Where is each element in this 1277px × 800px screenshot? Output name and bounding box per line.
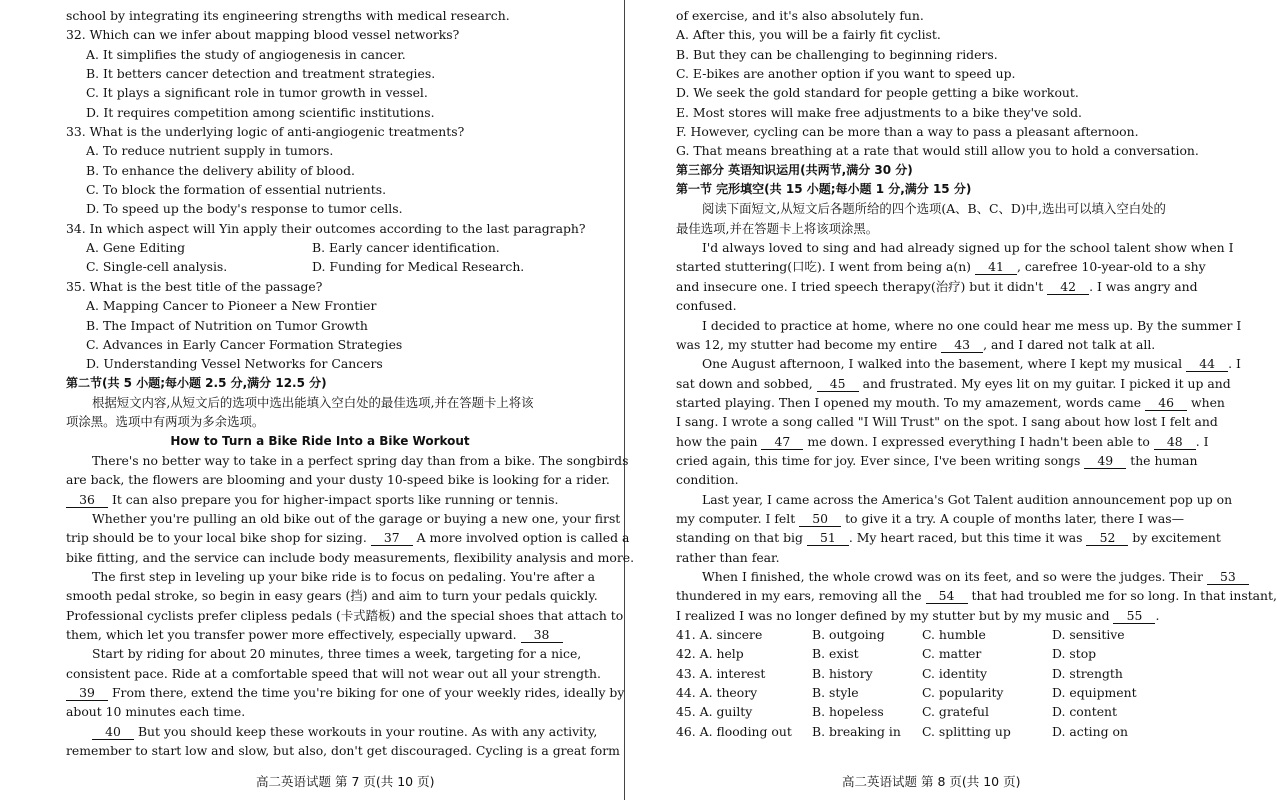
text-segment: cried again, this time for joy. Ever since, I've been writing songs — [676, 452, 1085, 468]
page-footer-right: 高二英语试题 第 8 页(共 10 页) — [842, 774, 1021, 789]
text-line — [676, 606, 1184, 625]
text-line — [676, 586, 1277, 605]
text-line — [676, 277, 1198, 296]
cloze-options — [676, 625, 1184, 741]
text-line: 32. Which can we infer about mapping blood vessel networks? — [66, 27, 460, 43]
text-segment: them, which let you transfer power more effectively, especially upward. — [66, 627, 521, 642]
text-segment: But you should keep these workouts in your routine. As with any activity, — [134, 723, 598, 739]
option: 46. A. flooding out — [676, 723, 792, 739]
option: C. humble — [922, 627, 986, 642]
option: 41. A. sincere — [676, 627, 763, 642]
option: D. acting on — [1052, 723, 1128, 739]
text-line — [676, 316, 1242, 335]
text-line — [66, 451, 629, 470]
text-line — [66, 702, 574, 721]
option: 45. A. guilty — [676, 704, 753, 720]
text-segment: Whether you're pulling an old bike out of the garage or buying a new one, your first — [92, 510, 621, 526]
option: C. popularity — [922, 685, 1004, 701]
option: 42. A. help — [676, 646, 744, 662]
text-line — [66, 741, 620, 760]
text-line: A. To reduce nutrient supply in tumors. — [86, 143, 334, 159]
text-line — [66, 528, 630, 547]
text-line — [676, 335, 1184, 354]
text-line: G. That means breathing at a rate that would still allow you to hold a conversation. — [676, 143, 1199, 159]
blank-number: 42 — [1047, 280, 1089, 295]
text-segment: There's no better way to take in a perfect spring day than from a bike. The songbirds — [92, 452, 629, 468]
text-segment: . My heart raced, but this time it was — [848, 530, 1087, 546]
text-segment: From there, extend the time you're biking for one of your weekly rides, ideally by — [108, 685, 625, 701]
option: B. exist — [812, 646, 859, 662]
option: B. style — [812, 685, 859, 701]
text-line — [676, 490, 1233, 509]
left-page — [66, 6, 635, 760]
option: C. matter — [922, 646, 982, 662]
text-line — [676, 354, 1241, 373]
text-segment: about 10 minutes each time. — [66, 704, 246, 720]
option-row — [676, 722, 1184, 741]
section-heading: 第二节(共 5 小题;每小题 2.5 分,满分 12.5 分) — [66, 375, 327, 390]
text-segment: that had troubled me for so long. In that instant, — [967, 588, 1277, 604]
section-heading: 第一节 完形填空(共 15 小题;每小题 1 分,满分 15 分) — [676, 182, 972, 197]
option: B. The Impact of Nutrition on Tumor Growth — [86, 317, 368, 333]
text-line — [676, 257, 1206, 276]
text-segment: One August afternoon, I walked into the basement, where I kept my musical — [702, 356, 1187, 372]
text-segment: I decided to practice at home, where no one could hear me mess up. By the summer I — [702, 317, 1242, 333]
option: B. breaking in — [812, 723, 901, 739]
text-line: B. To enhance the delivery ability of blood. — [86, 162, 355, 178]
text-line: D. It requires competition among scientific institutions. — [86, 104, 435, 120]
text-segment: my computer. I felt — [676, 510, 800, 526]
option: B. Early cancer identification. — [312, 240, 500, 256]
text-line: D. To speed up the body's response to tumor cells. — [86, 201, 403, 217]
text-segment: Professional cyclists prefer clipless pedals (卡式踏板) and the special shoes that attach to — [66, 607, 624, 623]
blank-number: 53 — [1207, 570, 1249, 585]
text-line — [66, 490, 574, 509]
section-instructions: 根据短文内容,从短文后的选项中选出能填入空白处的最佳选项,并在答题卡上将该 — [92, 394, 534, 410]
blank-number: 51 — [807, 531, 849, 546]
text-segment: standing on that big — [676, 530, 807, 546]
text-segment: trip should be to your local bike shop for sizing. — [66, 530, 371, 546]
text-line: D. We seek the gold standard for people getting a bike workout. — [676, 85, 1079, 101]
option: 44. A. theory — [676, 685, 758, 701]
option: D. strength — [1052, 665, 1123, 681]
text-line — [676, 548, 1184, 567]
option-row — [676, 644, 1184, 663]
question-35-stem: 35. What is the best title of the passage? — [66, 278, 323, 294]
question-34-options-row2 — [66, 257, 574, 276]
text-line: school by integrating its engineering strengths with medical research. — [66, 8, 510, 23]
text-line — [66, 548, 635, 567]
text-line — [66, 567, 595, 586]
option: C. Single-cell analysis. — [86, 259, 228, 275]
text-line — [676, 432, 1209, 451]
text-segment: . I was angry and — [1089, 278, 1198, 294]
text-segment: . — [1155, 607, 1160, 623]
text-segment: . I — [1228, 356, 1241, 372]
page-footer-left: 高二英语试题 第 7 页(共 10 页) — [256, 774, 435, 789]
text-line: E. Most stores will make free adjustments to a bike they've sold. — [676, 104, 1082, 120]
blank-number: 36 — [66, 493, 108, 508]
text-segment: I realized I was no longer defined by my stutter but by my music and — [676, 607, 1114, 623]
text-line — [66, 606, 624, 625]
text-segment: are back, the flowers are blooming and your dusty 10-speed bike is looking for a rider. — [66, 472, 610, 488]
blank-number: 46 — [1145, 396, 1187, 411]
blank-number: 43 — [941, 338, 983, 353]
blank-number: 50 — [799, 512, 841, 527]
text-segment: and frustrated. My eyes lit on my guitar. I picked it up and — [858, 375, 1231, 391]
page-divider — [624, 0, 625, 800]
option: D. sensitive — [1052, 627, 1125, 642]
text-segment: The first step in leveling up your bike ride is to focus on pedaling. You're after a — [92, 568, 595, 584]
text-segment: started stuttering(口吃). I went from being a(n) — [676, 259, 975, 275]
text-line — [66, 509, 621, 528]
passage-options — [676, 6, 1199, 161]
text-line — [66, 586, 598, 605]
text-segment: confused. — [676, 298, 737, 314]
text-line: 33. What is the underlying logic of anti-angiogenic treatments? — [66, 124, 465, 140]
blank-number: 54 — [926, 589, 968, 604]
text-segment: , and I dared not talk at all. — [983, 336, 1156, 352]
blank-number: 48 — [1154, 435, 1196, 450]
text-segment: I sang. I wrote a song called "I Will Trust" on the spot. I sang about how lost I felt and — [676, 414, 1218, 430]
text-line — [676, 470, 1184, 489]
text-line — [66, 664, 601, 683]
text-line: A. It simplifies the study of angiogenesis in cancer. — [86, 46, 406, 62]
option: D. stop — [1052, 646, 1097, 662]
section-instructions: 阅读下面短文,从短文后各题所给的四个选项(A、B、C、D)中,选出可以填入空白处的 — [702, 201, 1166, 217]
text-line — [676, 393, 1225, 412]
option: D. content — [1052, 704, 1118, 720]
text-line — [676, 451, 1198, 470]
option: D. equipment — [1052, 685, 1137, 701]
text-segment: Last year, I came across the America's Got Talent audition announcement pop up on — [702, 491, 1233, 507]
option: C. splitting up — [922, 723, 1011, 739]
text-segment: smooth pedal stroke, so begin in easy gears (挡) and aim to turn your pedals quickly. — [66, 588, 598, 604]
text-line: C. It plays a significant role in tumor growth in vessel. — [86, 85, 428, 101]
text-segment: condition. — [676, 472, 739, 488]
blank-number: 41 — [975, 260, 1017, 275]
text-segment: bike fitting, and the service can include body measurements, flexibility analysis and more. — [66, 549, 635, 565]
blank-number: 40 — [92, 725, 134, 740]
reading-questions-32-33 — [66, 6, 574, 219]
text-segment: the human — [1126, 452, 1198, 468]
text-segment: started playing. Then I opened my mouth. To my amazement, words came — [676, 394, 1146, 410]
blank-number: 44 — [1186, 357, 1228, 372]
text-line: C. E-bikes are another option if you want to speed up. — [676, 66, 1016, 82]
text-line — [676, 238, 1234, 257]
option: C. identity — [922, 665, 988, 681]
text-line — [676, 509, 1184, 528]
text-segment: was 12, my stutter had become my entire — [676, 336, 942, 352]
text-line — [676, 528, 1221, 547]
text-segment: , carefree 10-year-old to a shy — [1016, 259, 1206, 275]
option-row — [676, 625, 1184, 644]
text-segment: It can also prepare you for higher-impact sports like running or tennis. — [108, 491, 559, 507]
text-segment: When I finished, the whole crowd was on its feet, and so were the judges. Their — [702, 568, 1207, 584]
text-segment: me down. I expressed everything I hadn't been able to — [803, 433, 1154, 449]
text-segment: how the pain — [676, 433, 762, 449]
text-segment: sat down and sobbed, — [676, 375, 817, 391]
text-line: A. After this, you will be a fairly fit cyclist. — [676, 27, 941, 43]
question-34-stem: 34. In which aspect will Yin apply their outcomes according to the last paragraph? — [66, 220, 586, 236]
option-row — [676, 683, 1184, 702]
text-line — [66, 722, 598, 741]
text-line — [66, 470, 610, 489]
passage-title: How to Turn a Bike Ride Into a Bike Workout — [170, 433, 470, 448]
text-segment: consistent pace. Ride at a comfortable speed that will not wear out all your strength. — [66, 665, 601, 681]
text-segment: by excitement — [1128, 530, 1221, 546]
text-line: F. However, cycling can be more than a way to pass a pleasant afternoon. — [676, 124, 1139, 140]
text-segment: I'd always loved to sing and had already signed up for the school talent show when I — [702, 240, 1234, 256]
text-line — [66, 625, 574, 644]
section-instructions: 最佳选项,并在答题卡上将该项涂黑。 — [676, 220, 879, 236]
text-segment: rather than fear. — [676, 549, 780, 565]
cloze-passage — [676, 238, 1277, 625]
text-line — [676, 412, 1218, 431]
option: B. outgoing — [812, 627, 885, 642]
blank-number: 47 — [761, 435, 803, 450]
text-segment: Start by riding for about 20 minutes, three times a week, targeting for a nice, — [92, 646, 582, 662]
blank-number: 49 — [1084, 454, 1126, 469]
blank-number: 52 — [1086, 531, 1128, 546]
text-segment: thundered in my ears, removing all the — [676, 588, 926, 604]
option: B. history — [812, 665, 873, 681]
text-line — [676, 567, 1236, 586]
blank-number: 37 — [371, 531, 413, 546]
text-segment: when — [1187, 394, 1225, 410]
text-segment: A more involved option is called a — [412, 530, 630, 546]
text-line: B. But they can be challenging to beginning riders. — [676, 46, 998, 62]
text-line — [676, 374, 1231, 393]
text-line — [676, 296, 1184, 315]
text-line — [66, 683, 625, 702]
option: 43. A. interest — [676, 665, 766, 681]
blank-number: 55 — [1113, 609, 1155, 624]
text-line — [66, 644, 582, 663]
part-heading: 第三部分 英语知识运用(共两节,满分 30 分) — [676, 162, 913, 177]
option: D. Funding for Medical Research. — [312, 259, 525, 275]
blank-number: 38 — [521, 628, 563, 643]
question-34-options-row1 — [66, 238, 574, 257]
text-segment: and insecure one. I tried speech therapy(治疗) but it didn't — [676, 278, 1048, 294]
option: B. hopeless — [812, 704, 884, 720]
text-segment: remember to start low and slow, but also, don't get discouraged. Cycling is a great form — [66, 743, 620, 759]
option-row — [676, 702, 1184, 721]
text-line: of exercise, and it's also absolutely fun. — [676, 8, 924, 23]
right-page — [676, 6, 1277, 741]
option: C. grateful — [922, 704, 989, 720]
option: A. Mapping Cancer to Pioneer a New Frontier — [86, 298, 377, 314]
text-segment: . I — [1195, 433, 1209, 449]
option: A. Gene Editing — [86, 240, 186, 256]
blank-number: 39 — [66, 686, 108, 701]
text-segment: to give it a try. A couple of months later, there I was— — [841, 510, 1184, 526]
option-row — [676, 664, 1184, 683]
text-line: B. It betters cancer detection and treatment strategies. — [86, 66, 436, 82]
option: C. Advances in Early Cancer Formation Strategies — [86, 336, 403, 352]
passage-text — [66, 451, 635, 761]
text-line: C. To block the formation of essential nutrients. — [86, 182, 387, 198]
blank-number: 45 — [817, 377, 859, 392]
option: D. Understanding Vessel Networks for Cancers — [86, 356, 383, 372]
section-instructions: 项涂黑。选项中有两项为多余选项。 — [66, 414, 265, 430]
